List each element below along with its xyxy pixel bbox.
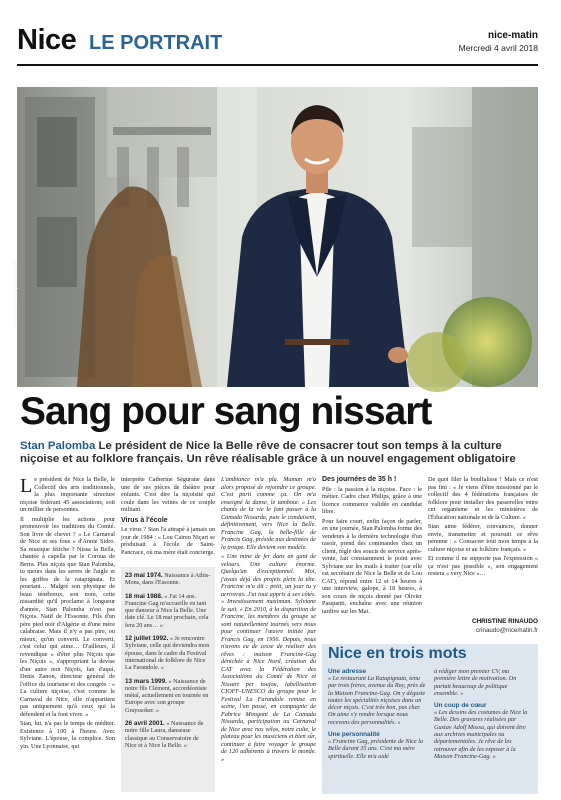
box-title: Nice en trois mots xyxy=(328,645,467,662)
chronology-entry: 18 mai 1988. « J'ai 14 ans. Francine Gag m'accueille en tant que danseur à Nice la Belle. Une date clé. Le 18 mai prochain, cela fera 20 ans… » xyxy=(125,592,209,629)
box-heading: Une personnalité xyxy=(328,731,380,739)
col4-subhead: Des journées de 35 h ! xyxy=(322,476,397,483)
city-title: Nice xyxy=(17,24,77,56)
article-column-1 xyxy=(20,476,115,796)
col3-p1: L'ambiance m'a plu. Maman m'a alors proposé de rejoindre ce groupe. C'est parti comme ça. On m'a enseigné la danse, le tambour. » Les chants de la vie le font passer à la Camada Nissarda, puis le conduisent, définitivement, vers Nice la Belle. Francine Gag, la belle-fille de Francis Gag, préside aux destinées de la troupe. Elle devient son modèle. xyxy=(221,476,316,551)
article-column-5 xyxy=(428,476,538,600)
headline: Sang pour sang nissart xyxy=(20,390,432,433)
three-words-box xyxy=(322,644,538,794)
box-left-column xyxy=(328,668,428,765)
article-column-3 xyxy=(221,476,316,794)
chronology-entry: 26 avril 2001. « Naissance de notre fille Laura, danseuse classique au Conservatoire de Nice et à Nice la Belle. » xyxy=(125,720,204,749)
box-text: « Le restaurant La Ratapignata, tenu par trois frères, avenue du Ray, près de la Maison Francine-Gag. On y déguste toutes les spécialités niçoises dans un décor niçois. C'est très bon, pas cher. On aime s'y rendre lorsque nous recevons des personnalités. » xyxy=(328,675,426,726)
col4-p2: Pour faire court, enfin façon de parler, en une journée, Stan Palomba forme des vendeurs à la dernière technologie d'un rasoir, prend des commandes chez un client, règle des soucis de service après-vente, fait constamment le point avec Sylviane sur les mails à traiter (car elle est secrétaire de Nice la Belle et de Lou CAT), répond entre 12 et 14 heures à une interview, galope, à 18 heures, à son cours de niçois donné par Olivier Pasquetti, enchaîne avec une réunion tardive sur les Mai. xyxy=(322,517,422,615)
box-right-column xyxy=(434,668,532,765)
box-text: « Francine Gag, présidente de Nice la Belle durant 35 ans. C'est ma mère spirituelle. Elle m'a aidé xyxy=(328,738,424,760)
col5-p2: Stan aime fédérer, convaincre, donner envie, transmettre et poursuit ce rêve pérenne : « Consacrer tout mon temps à la culture niçoise et au folklore français. » xyxy=(428,523,538,553)
chronology-entry: 12 juillet 1992. « Je rencontre Sylviane, celle qui deviendra mon épouse, dans le cadre du Festival international de folklore de Nice La Farandole. » xyxy=(125,635,210,672)
dropcap: L xyxy=(20,475,33,497)
author-name: CHRISTINE RINAUDO xyxy=(471,618,538,625)
col1-p1: e président de Nice la Belle, le Collectif des arts traditionnels, la plus importante structure niçoise fédérant 45 associations, soit un millier de personnes. xyxy=(20,476,115,513)
deck-name: Stan Palomba xyxy=(20,440,96,452)
col4-p1: Pile : la passion à la niçoise. Face : le métier. Cadre chez Philips, grâce à une licence commerce validée en candidat libre. xyxy=(322,485,422,515)
article-column-4 xyxy=(322,476,422,644)
deck-text: Le président de Nice la Belle rêve de consacrer tout son temps à la culture niçoise et au folklore français. Un rêve réalisable grâce à un nouvel engagement obligatoire xyxy=(20,440,516,465)
col3-p2: « Une mine de fer dans un gant de velours. Une culture énorme. Quelqu'un d'exceptionnel. Moi, j'avais déjà des projets plein la tête. Francine m'a dit : petit, un jour tu y arriveras. J'ai tout appris à ses côtés. » Investissement maximum. Sylviane le suit. « En 2010, à la disparition de Francine, les membres du groupe se sont naturellement tournés vers nous pour continuer l'œuvre initiée par Francis Gag, en 1956. Depuis, nous n'avons eu de cesse de réaliser des rêves : maison Francine-Gag dénichée à Nice Nord, création du CAT avec la Fédération des Associations du Comté de Nice et Nissart per toujou, labellisation CIOFF-UNESCO du groupe pour le Festival La Farandole remise en scène, l'an passé, en compagnie de Fabrice Mongoni de La Camada Nissarda, participation au Carnaval de Nice avec nos vélos, notre culte, le plateau pour les musiciens et bien sûr, continuer à faire voyager le groupe de 120 adhérents à travers le monde. » xyxy=(221,553,316,763)
chronology-entry: 13 mars 1999. « Naissance de notre fils Clément, accordéoniste métal, actuellement en tournée en Europe avec son groupe Grayssoker. » xyxy=(125,677,209,714)
col5-p1: De quoi filer la boulfalisse ! Mais ce n'est pas fini : « Je viens d'être missionné par le collectif des 4 fédérations françaises de folklore pour installer des passerelles entre cet organisme et les ministères de l'Éducation nationale et de la Culture. » xyxy=(428,476,538,521)
header xyxy=(17,20,538,64)
col5-p3: Et comme il ne supporte pas l'expression « ça n'est pas possible », son engagement restera « very Nice »… xyxy=(428,555,538,577)
author-email[interactable]: crinaudo@nicematin.fr xyxy=(476,627,538,634)
chronology-entry: 23 mai 1974. Naissance à Athis-Mons, dans l'Essonne. xyxy=(125,572,211,587)
paper-name: nice-matin xyxy=(487,30,538,41)
col1-p2: Il multiplie les actions pour promouvoir les traditions du Comté. Son livre de chevet ? « Le Carnaval de Nice et ses fous » d'Annie Sidro. Sa musique fétiche ? Nissa la Bella, chantée à capella par le Coroua de Berra. Plus niçois que Stan Palomba, tu meurs dans les serres de l'aigle et les griffes de la ratapignata. Et pourtant… Malgré son physique de beau ténébreux, son nom, cette nissardité qu'il proclame à longueur d'année, Stan Palomba n'est pas Niçois. Natif de l'Essonne. Fils d'un père pied noir d'Algérie et d'une mère calabraise. Mais il n'y a pas pire, ou mieux, qu'un converti. Le converti, c'est celui qui aime… D'ailleurs, il revendique « d'être plus Niçois que les Niçois », s'appropriant la devise d'un autre non Niçois, fan d'aquí, Denis Zanon, directeur général de l'office du tourisme et des congrès : « La culture niçoise, c'est comme le Carnaval de Nice, elle n'appartient pas uniquement qu'à ceux qui la défendent et la font vivre. » xyxy=(20,515,115,718)
box-text: « Les dessins des costumes de Nice la Belle. Des gravures réalisées par Gustav Adolf Mossa, qui doivent être aux archives municipales ou départementales. Je rêve de les retrouver afin de les exposer à la Maison Francine-Gag. » xyxy=(434,709,528,760)
header-rule xyxy=(17,64,538,66)
box-heading: Une adresse xyxy=(328,668,367,675)
section-title: LE PORTRAIT xyxy=(89,32,223,54)
col2-intro: interprète Catherine Ségurane dans une de ses pièces de théâtre pour enfants. C'est dire la niçoisité qui coule dans les veines de ce couple militant. xyxy=(121,476,215,513)
issue-date: Mercredi 4 avril 2018 xyxy=(458,43,538,53)
article-column-2 xyxy=(121,476,215,556)
col2-subhead: Virus à l'école xyxy=(121,516,168,524)
col1-p3: Stan, lui, n'a pas le temps de méditer. Existence à 100 à l'heure. Avec Sylviane. L'épouse, la complice. Son yin. Une Lyonnaise, qui xyxy=(20,720,115,750)
portrait-illustration xyxy=(17,87,538,387)
box-heading: Un coup de cœur xyxy=(434,702,487,710)
portrait-photo xyxy=(13,87,538,387)
photo-credit: Photo Jean-François Ottonello xyxy=(13,259,19,327)
chronology-box xyxy=(121,567,215,792)
col2-paragraph: Le virus ? Stan l'a attrapé à jamais un jour de 1984 : « Lou Caireu Niçart se produisait à l'école de Saint-Pancrace, où ma mère était concierge. xyxy=(121,526,215,556)
deck xyxy=(20,440,538,466)
box-text: à rédiger mon premier CV, ma première lettre de motivation. On partait beaucoup de politique ensemble. » xyxy=(434,668,517,697)
